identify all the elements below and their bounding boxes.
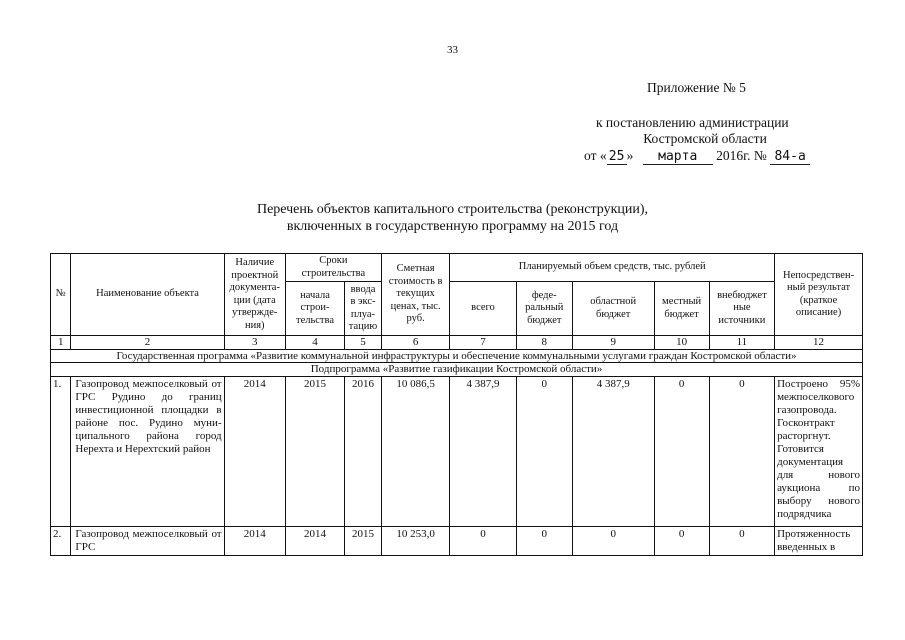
objects-table xyxy=(50,253,863,556)
col-number: 12 xyxy=(775,336,863,350)
header-commission: ввода в экс-плуа-тацию xyxy=(345,282,382,336)
header-planned: Планируемый объем средств, тыс. рублей xyxy=(450,254,775,282)
col-number: 8 xyxy=(516,336,572,350)
header-offbudget: внебюджет ные источники xyxy=(709,282,774,336)
estimated-cost: 10 086,5 xyxy=(381,376,449,526)
document-title-line-2: включенных в государственную программу на 2015 год xyxy=(286,219,619,234)
total-funds: 0 xyxy=(450,526,516,555)
start-year: 2014 xyxy=(285,526,344,555)
object-name: Газопровод межпоселковый от ГРС xyxy=(71,526,224,555)
col-number: 9 xyxy=(572,336,654,350)
reference-line-2: Костромской области xyxy=(643,131,767,146)
document-number: 84-а xyxy=(770,149,810,165)
commission-year: 2015 xyxy=(345,526,382,555)
page-number: 33 xyxy=(447,44,458,56)
reference-line-1: к постановлению администрации xyxy=(596,115,789,130)
header-terms: Сроки строительства xyxy=(285,254,381,282)
col-number: 5 xyxy=(345,336,382,350)
total-funds: 4 387,9 xyxy=(450,376,516,526)
date-quote-close: » xyxy=(626,148,634,163)
header-start: начала строи-тельства xyxy=(285,282,344,336)
result-description: Протяженность введенных в xyxy=(775,526,863,555)
estimated-cost: 10 253,0 xyxy=(381,526,449,555)
col-number: 1 xyxy=(51,336,71,350)
col-number: 6 xyxy=(381,336,449,350)
docs-year: 2014 xyxy=(224,376,285,526)
date-prefix: от « xyxy=(584,148,607,163)
row-number: 1. xyxy=(51,376,71,526)
result-description: Построено 95% межпоселкового газопровода. Госконтракт расторгнут. Готовится документация для нового аукциона по выбору нового подрядчика xyxy=(775,376,863,526)
regional-funds: 4 387,9 xyxy=(572,376,654,526)
header-regional: областной бюджет xyxy=(572,282,654,336)
local-funds: 0 xyxy=(654,526,709,555)
col-number: 3 xyxy=(224,336,285,350)
commission-year: 2016 xyxy=(345,376,382,526)
federal-funds: 0 xyxy=(516,526,572,555)
col-number: 7 xyxy=(450,336,516,350)
subprogram-heading: Подпрограмма «Развитие газификации Костромской области» xyxy=(51,363,863,377)
header-local: местный бюджет xyxy=(654,282,709,336)
local-funds: 0 xyxy=(654,376,709,526)
col-number: 4 xyxy=(285,336,344,350)
date-year: 2016г. № xyxy=(716,148,767,163)
row-number: 2. xyxy=(51,526,71,555)
document-title-line-1: Перечень объектов капитального строительства (реконструкции), xyxy=(256,202,649,217)
federal-funds: 0 xyxy=(516,376,572,526)
col-number: 10 xyxy=(654,336,709,350)
col-number: 2 xyxy=(71,336,224,350)
docs-year: 2014 xyxy=(224,526,285,555)
header-no: № xyxy=(51,254,71,336)
header-result: Непосредствен-ный результат (краткое описание) xyxy=(775,254,863,336)
column-numbers-row xyxy=(51,336,863,350)
start-year: 2015 xyxy=(285,376,344,526)
object-name: Газопровод межпоселковый от ГРС Рудино до границ инвестиционной площадки в районе пос. Рудино муни-ципального района город Нерехта и Нерехтский район xyxy=(71,376,224,526)
table-row xyxy=(51,526,863,555)
appendix-label: Приложение № 5 xyxy=(647,80,746,95)
date-day: 25 xyxy=(607,149,627,165)
col-number: 11 xyxy=(709,336,774,350)
offbudget-funds: 0 xyxy=(709,376,774,526)
offbudget-funds: 0 xyxy=(709,526,774,555)
header-total: всего xyxy=(450,282,516,336)
header-docs: Наличие проектной документа-ции (дата утвержде-ния) xyxy=(224,254,285,336)
header-name: Наименование объекта xyxy=(71,254,224,336)
regional-funds: 0 xyxy=(572,526,654,555)
date-month: марта xyxy=(643,149,713,165)
header-cost: Сметная стоимость в текущих ценах, тыс. руб. xyxy=(381,254,449,336)
header-federal: феде-ральный бюджет xyxy=(516,282,572,336)
program-heading: Государственная программа «Развитие коммунальной инфраструктуры и обеспечение коммунальными услугами граждан Костромской области» xyxy=(51,349,863,363)
table-row xyxy=(51,376,863,526)
reference-date-line xyxy=(584,148,810,165)
